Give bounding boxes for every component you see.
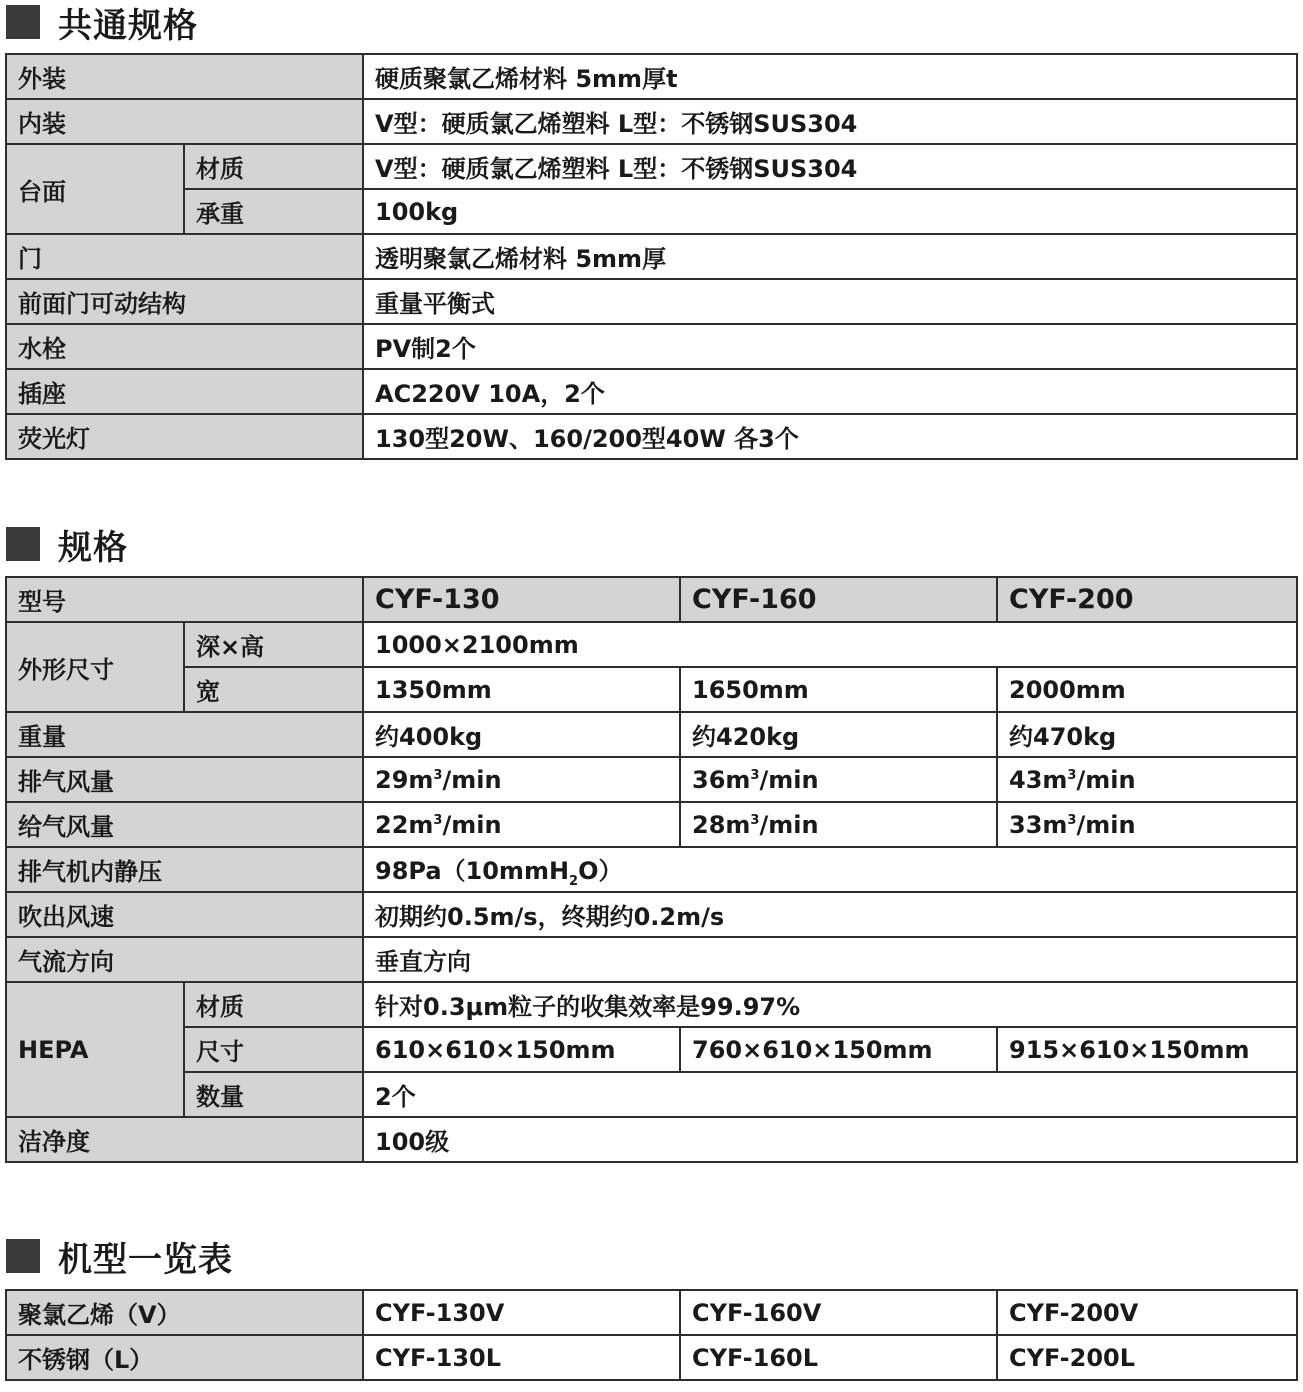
value-sup: 3 [1067, 812, 1077, 828]
table-row [6, 414, 1297, 459]
value-sup: 3 [750, 767, 760, 783]
section-square-icon [6, 1239, 40, 1273]
section-title-models [6, 1234, 233, 1278]
table-row [6, 757, 1297, 802]
row-label: 吹出风速 [6, 892, 363, 937]
value-num: 28m [692, 810, 751, 839]
row-value [363, 802, 680, 847]
row-label: 插座 [6, 369, 363, 414]
row-label: 台面 [6, 144, 184, 234]
value-num: 36m [692, 765, 751, 794]
row-label: 型号 [6, 577, 363, 622]
table-row [6, 369, 1297, 414]
row-label: 洁净度 [6, 1117, 363, 1162]
section-square-icon [6, 527, 40, 561]
value-unit: /min [759, 765, 819, 794]
row-value [680, 802, 997, 847]
row-value: 透明聚氯乙烯材料 5mm厚 [363, 234, 1297, 279]
row-value: 重量平衡式 [363, 279, 1297, 324]
row-label: 重量 [6, 712, 363, 757]
row-value [363, 847, 1297, 892]
table-row [6, 189, 1297, 234]
table-row [6, 1117, 1297, 1162]
table-row [6, 324, 1297, 369]
value-num: 33m [1009, 810, 1068, 839]
section-square-icon [6, 5, 40, 39]
value-unit: /min [442, 765, 502, 794]
row-label: 门 [6, 234, 363, 279]
common-spec-table [5, 53, 1298, 460]
table-row [6, 234, 1297, 279]
row-value: V型：硬质氯乙烯塑料 L型：不锈钢SUS304 [363, 144, 1297, 189]
spec-table [5, 576, 1298, 1163]
value-sup: 3 [750, 812, 760, 828]
table-row [6, 847, 1297, 892]
row-label: 荧光灯 [6, 414, 363, 459]
row-value: 针对0.3μm粒子的收集效率是99.97% [363, 982, 1297, 1027]
row-label: 水栓 [6, 324, 363, 369]
value-text: O） [578, 856, 623, 885]
model-code: CYF-130L [363, 1335, 680, 1380]
row-value: 2个 [363, 1072, 1297, 1117]
table-row [6, 1027, 1297, 1072]
value-sup: 3 [433, 812, 443, 828]
value-unit: /min [442, 810, 502, 839]
table-row [6, 99, 1297, 144]
model-code: CYF-200V [997, 1290, 1297, 1335]
value-unit: /min [1076, 810, 1136, 839]
row-value: 垂直方向 [363, 937, 1297, 982]
table-row [6, 622, 1297, 667]
row-value: 初期约0.5m/s，终期约0.2m/s [363, 892, 1297, 937]
table-row [6, 892, 1297, 937]
row-sublabel: 深×高 [184, 622, 363, 667]
row-label: 给气风量 [6, 802, 363, 847]
value-sub: 2 [569, 873, 579, 889]
table-row [6, 144, 1297, 189]
table-row [6, 1072, 1297, 1117]
model-code: CYF-160L [680, 1335, 997, 1380]
row-value: 100级 [363, 1117, 1297, 1162]
row-sublabel: 材质 [184, 982, 363, 1027]
value-unit: /min [759, 810, 819, 839]
row-value: 100kg [363, 189, 1297, 234]
row-label: 外形尺寸 [6, 622, 184, 712]
model-code: CYF-160V [680, 1290, 997, 1335]
row-value: 约400kg [363, 712, 680, 757]
row-value [680, 757, 997, 802]
row-value: 约420kg [680, 712, 997, 757]
row-sublabel: 材质 [184, 144, 363, 189]
section-title-text: 机型一览表 [58, 1239, 233, 1280]
row-value: 915×610×150mm [997, 1027, 1297, 1072]
row-value: 760×610×150mm [680, 1027, 997, 1072]
row-sublabel: 数量 [184, 1072, 363, 1117]
row-sublabel: 宽 [184, 667, 363, 712]
row-value: 约470kg [997, 712, 1297, 757]
table-row [6, 937, 1297, 982]
row-value: PV制2个 [363, 324, 1297, 369]
row-value: 1650mm [680, 667, 997, 712]
table-row [6, 712, 1297, 757]
table-row [6, 1290, 1297, 1335]
row-value [997, 757, 1297, 802]
row-value [997, 802, 1297, 847]
section-title-text: 规格 [58, 527, 128, 568]
row-value: 610×610×150mm [363, 1027, 680, 1072]
section-title-spec [6, 522, 128, 566]
table-row [6, 279, 1297, 324]
row-value: 硬质聚氯乙烯材料 5mm厚t [363, 54, 1297, 99]
model-code: CYF-200L [997, 1335, 1297, 1380]
models-table [5, 1289, 1298, 1381]
value-num: 29m [375, 765, 434, 794]
row-label: 排气机内静压 [6, 847, 363, 892]
row-label: 外装 [6, 54, 363, 99]
row-label: 前面门可动结构 [6, 279, 363, 324]
row-value: 2000mm [997, 667, 1297, 712]
model-code: CYF-130V [363, 1290, 680, 1335]
row-label: HEPA [6, 982, 184, 1117]
value-text: 98Pa（10mmH [375, 856, 570, 885]
model-header: CYF-160 [680, 577, 997, 622]
value-sup: 3 [433, 767, 443, 783]
row-value: 130型20W、160/200型40W 各3个 [363, 414, 1297, 459]
model-header: CYF-130 [363, 577, 680, 622]
row-value: 1000×2100mm [363, 622, 1297, 667]
model-header: CYF-200 [997, 577, 1297, 622]
row-sublabel: 承重 [184, 189, 363, 234]
table-row [6, 54, 1297, 99]
row-value: 1350mm [363, 667, 680, 712]
row-label: 不锈钢（L） [6, 1335, 363, 1380]
table-row [6, 667, 1297, 712]
row-value: AC220V 10A，2个 [363, 369, 1297, 414]
table-header-row [6, 577, 1297, 622]
row-sublabel: 尺寸 [184, 1027, 363, 1072]
row-label: 内装 [6, 99, 363, 144]
section-title-common [6, 0, 198, 44]
value-unit: /min [1076, 765, 1136, 794]
row-value [363, 757, 680, 802]
value-sup: 3 [1067, 767, 1077, 783]
table-row [6, 982, 1297, 1027]
section-title-text: 共通规格 [58, 5, 198, 46]
row-label: 排气风量 [6, 757, 363, 802]
value-num: 43m [1009, 765, 1068, 794]
value-num: 22m [375, 810, 434, 839]
table-row [6, 1335, 1297, 1380]
row-label: 气流方向 [6, 937, 363, 982]
row-value: V型：硬质氯乙烯塑料 L型：不锈钢SUS304 [363, 99, 1297, 144]
table-row [6, 802, 1297, 847]
row-label: 聚氯乙烯（V） [6, 1290, 363, 1335]
